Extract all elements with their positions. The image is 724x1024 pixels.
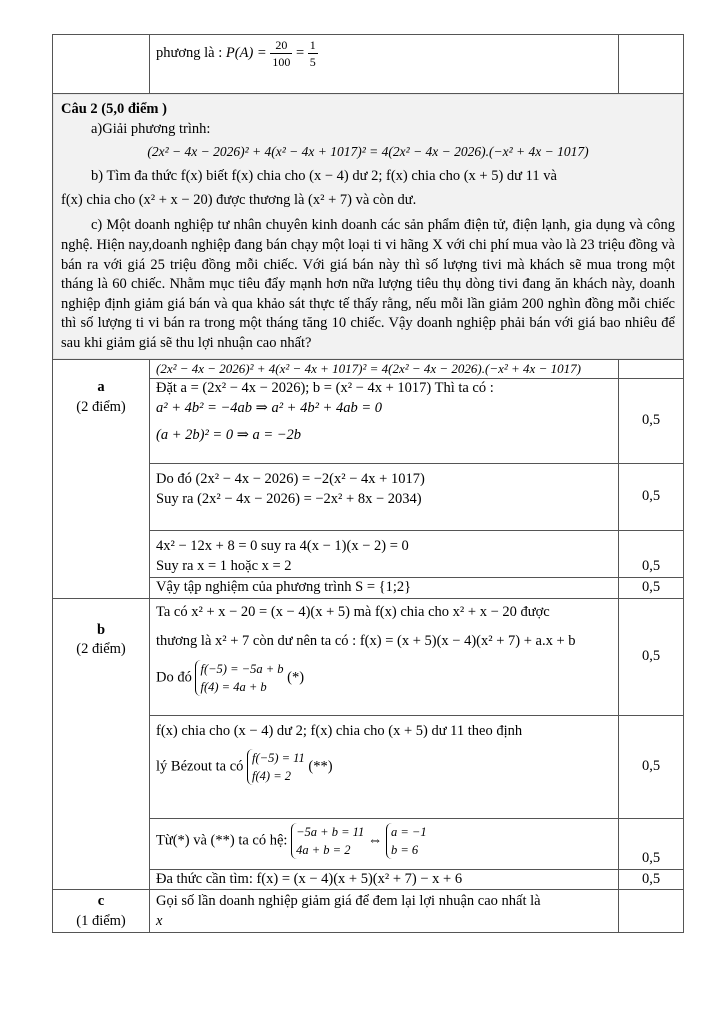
a-step1-line3: (a + 2b)² = 0 ⇒ a = −2b [156, 427, 302, 444]
part-c-label: c [97, 893, 105, 910]
b-step1-row [53, 598, 684, 715]
question-2-row [53, 94, 684, 360]
a-step3-line2: Suy ra x = 1 hoặc x = 2 [156, 557, 292, 574]
part-c-points: (1 điểm) [76, 912, 126, 929]
c-line2: x [156, 912, 163, 929]
question-a-equation: (2x² − 4x − 2026)² + 4(x² − 4x + 1017)² = 4(2x² − 4x − 2026).(−x² + 4x − 1017) [147, 144, 589, 160]
question-b-line1: b) Tìm đa thức f(x) biết f(x) chia cho (x − 4) dư 2; f(x) chia cho (x + 5) dư 11 và [91, 168, 557, 185]
b-step1-line2: thương là x² + 7 còn dư nên ta có : f(x) = (x + 5)(x − 4)(x² + 7) + a.x + b [156, 633, 576, 650]
a-step1-line2: a² + 4b² = −4ab ⇒ a² + 4b² + 4ab = 0 [156, 399, 382, 416]
fraction-1-5: $\frac{1}{5}$ [309, 38, 316, 70]
b-step2-score: 0,5 [619, 715, 684, 818]
a-step4: Vậy tập nghiệm của phương trình S = {1;2} [150, 577, 619, 598]
fraction-20-100: $\frac{20}{100}$ [272, 38, 291, 70]
a-equation: (2x² − 4x − 2026)² + 4(x² − 4x + 1017)² = 4(2x² − 4x − 2026).(−x² + 4x − 1017) [150, 360, 619, 379]
c-line1: Gọi số lần doanh nghiệp giảm giá để đem lại lợi nhuận cao nhất là [156, 893, 541, 910]
b-step1-line1: Ta có x² + x − 20 = (x − 4)(x + 5) mà f(x) chia cho x² + x − 20 được [156, 603, 550, 620]
a-step2-score: 0,5 [619, 463, 684, 530]
b-step4: Đa thức cần tìm: f(x) = (x − 4)(x + 5)(x² + 7) − x + 6 [150, 869, 619, 890]
a-step3-score: 0,5 [619, 530, 684, 577]
part-b-label: b [96, 621, 106, 638]
a-step2-line1: Do đó (2x² − 4x − 2026) = −2(x² − 4x + 1017) [156, 470, 425, 487]
b-system-3: −5a + b = 11 4a + b = 2 [291, 823, 364, 859]
question-b-line2: f(x) chia cho (x² + x − 20) được thương là (x² + 7) và còn dư. [61, 191, 417, 208]
b-system-1: f(−5) = −5a + b f(4) = 4a + b [195, 660, 283, 696]
b-system-2: f(−5) = 11 f(4) = 2 [247, 749, 305, 785]
answer-table [52, 34, 684, 933]
b-solution: a = −1 b = 6 [386, 823, 427, 859]
part-b-points: (2 điểm) [76, 641, 126, 658]
probability-line: phương là : P(A) = $\frac{20}{100}$ = $\frac{1}{5}$ [150, 35, 619, 94]
b-step1-score: 0,5 [619, 598, 684, 715]
a-equation-row [53, 360, 684, 379]
a-step3-line1: 4x² − 12x + 8 = 0 suy ra 4(x − 1)(x − 2) = 0 [156, 537, 409, 554]
answer-page [52, 34, 684, 933]
question-a-label: a)Giải phương trình: [91, 120, 211, 137]
question-c-text: c) Một doanh nghiệp tư nhân chuyên kinh doanh các sản phẩm điện tử, điện lạnh, gia dụng và công nghệ. Hiện nay,doanh nghiệp đang bán chạy một loại ti vi hãng X với chi phí mua vào là 23 triệu đồng và bán ra với giá 25 triệu đồng mỗi chiếc. Với giá bán này thì số lượng tivi mà khách sẽ mua trong một tháng là 60 chiếc. Nhằm mục tiêu đẩy mạnh hơn nữa lượng tiêu thụ dòng tivi đang ăn khách này, doanh nghiệp định giảm giá bán và qua khảo sát thực tế thấy rằng, nếu mỗi lần giảm 200 nghìn đồng mỗi chiếc thì số lượng ti vi bán ra trong một tháng tăng 10 chiếc. Vậy doanh nghiệp phải bán với giá bao nhiêu để sau khi giảm giá sẽ thu lợi nhuận cao nhất? [61, 217, 675, 351]
a-step2-line2: Suy ra (2x² − 4x − 2026) = −2x² + 8x − 2034) [156, 490, 422, 507]
b-step3-row: Từ(*) và (**) ta có hệ: −5a + b = 11 4a + b = 2 ⇔ a = −1 b = 6 0,5 [53, 818, 684, 869]
part-a-points: (2 điểm) [76, 398, 126, 415]
b-step2-line1: f(x) chia cho (x − 4) dư 2; f(x) chia cho (x + 5) dư 11 theo định [156, 722, 523, 739]
c-row [53, 890, 684, 933]
b-step2-line2: lý Bézout ta có f(−5) = 11 f(4) = 2 (**) [156, 749, 612, 785]
a-step4-score: 0,5 [619, 577, 684, 598]
part-a-label: a [97, 379, 105, 396]
b-step1-line3: Do đó f(−5) = −5a + b f(4) = 4a + b (*) [156, 660, 612, 696]
top-row [53, 35, 684, 94]
a-step1-line1: Đặt a = (2x² − 4x − 2026); b = (x² − 4x + 1017) Thì ta có : [156, 379, 494, 396]
b-step4-score: 0,5 [619, 869, 684, 890]
a-step1-score: 0,5 [619, 378, 684, 463]
question-title: Câu 2 (5,0 điểm ) [61, 101, 167, 117]
b-step3-score: 0,5 [619, 818, 684, 869]
